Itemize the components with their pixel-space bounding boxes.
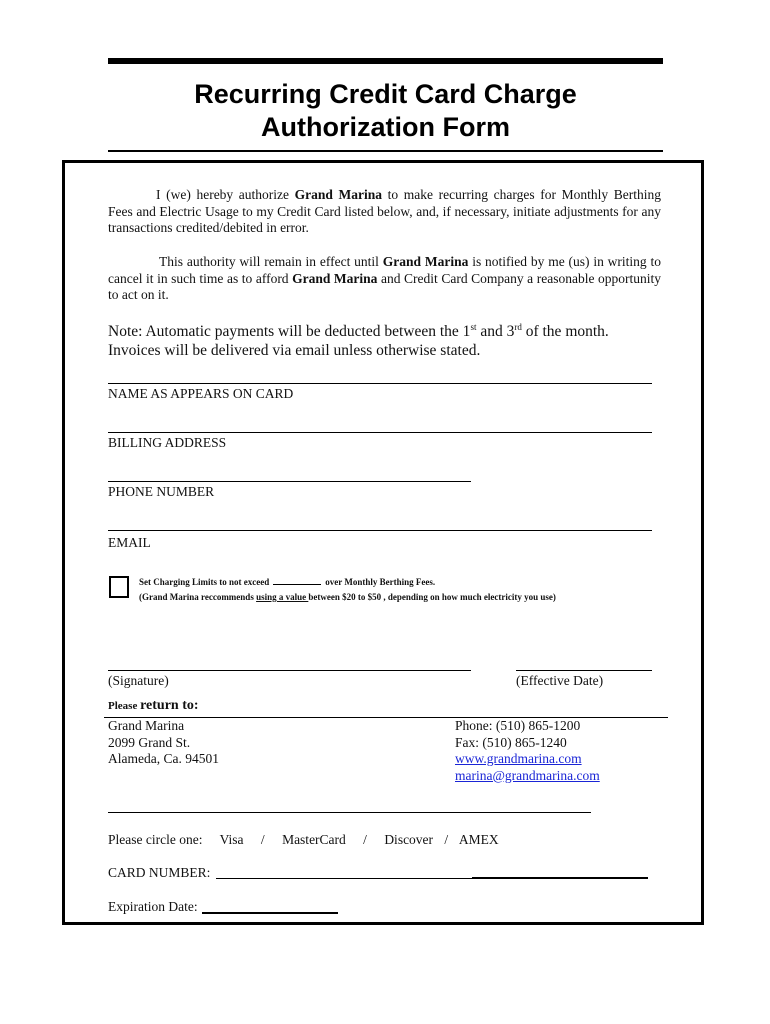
authorization-paragraph: [108, 187, 661, 237]
phone-field-line[interactable]: [108, 481, 471, 482]
title-line-2: Authorization Form: [261, 112, 510, 142]
contact-info: [455, 718, 600, 784]
card-option-discover[interactable]: Discover: [384, 832, 434, 847]
return-to-heading: [108, 696, 199, 714]
contact-fax: Fax: (510) 865-1240: [455, 734, 567, 750]
effective-date-line[interactable]: [516, 670, 652, 671]
payment-note: [108, 318, 668, 360]
charging-limit-recommendation: [139, 590, 556, 604]
note-text-b: and 3: [476, 323, 515, 341]
return-label: return to:: [140, 698, 199, 713]
p1-text-a: I (we) hereby authorize: [156, 187, 295, 202]
note-line-2: Invoices will be delivered via email unless otherwise stated.: [108, 342, 481, 360]
note-text-c: of the month.: [521, 323, 609, 341]
name-label: NAME AS APPEARS ON CARD: [108, 386, 294, 401]
card-option-visa[interactable]: Visa: [219, 832, 244, 847]
company-name: Grand Marina: [292, 270, 378, 286]
card-type-row: [108, 831, 513, 848]
expiration-date-line[interactable]: [202, 912, 338, 914]
contact-phone: Phone: (510) 865-1200: [455, 718, 581, 733]
name-field-line[interactable]: [108, 383, 652, 384]
rec-text-a: (Grand Marina reccommends: [139, 592, 257, 602]
p1-text-b: to make recurring charges for Monthly Berthing Fees and Electric Usage to my Credit Card listed below, and, if necessary, initiate adjustments for any transactions credited/debited in error.: [108, 187, 661, 235]
rec-text-underlined: using a value: [256, 592, 309, 602]
signature-label: (Signature): [108, 673, 169, 688]
mailing-address: [108, 718, 219, 768]
effective-date-label: (Effective Date): [516, 673, 604, 688]
card-separator: /: [444, 832, 449, 847]
card-separator: /: [363, 832, 367, 847]
address-street: 2099 Grand St.: [108, 734, 191, 750]
separator-line: [108, 812, 591, 813]
charging-limit-text: [139, 575, 435, 589]
card-number-line-b[interactable]: [472, 877, 648, 879]
card-separator: /: [260, 832, 265, 847]
top-rule: [108, 58, 663, 64]
limit-text-a: Set Charging Limits to not exceed: [139, 577, 270, 587]
limit-text-b: over Monthly Berthing Fees.: [325, 577, 436, 587]
note-sup-2: rd: [514, 322, 522, 332]
p2-text-c: and Credit Card Company a reasonable opportunity to act on it.: [108, 270, 661, 302]
title-underline: [108, 150, 663, 152]
email-field-line[interactable]: [108, 530, 652, 531]
p2-text-b: is notified by me (us) in writing to cancel it in such time as to afford: [108, 254, 662, 286]
return-please: Please: [108, 700, 141, 712]
p2-text-a: This authority will remain in effect until: [159, 254, 383, 269]
address-name: Grand Marina: [108, 718, 185, 733]
note-sup-1: st: [470, 322, 477, 332]
company-name: Grand Marina: [294, 187, 383, 202]
authority-paragraph: [108, 254, 661, 304]
limit-amount-field[interactable]: [273, 575, 321, 585]
website-link[interactable]: www.grandmarina.com: [455, 751, 582, 766]
billing-field-line[interactable]: [108, 432, 652, 433]
rec-text-b: between $20 to $50 , depending on how much electricity you use): [308, 592, 556, 602]
phone-label: PHONE NUMBER: [108, 484, 215, 499]
title-line-1: Recurring Credit Card Charge: [194, 79, 577, 109]
form-title: [108, 78, 663, 144]
card-option-amex[interactable]: AMEX: [458, 832, 499, 847]
card-type-label: Please circle one:: [108, 832, 203, 847]
card-option-mastercard[interactable]: MasterCard: [282, 832, 346, 847]
billing-label: BILLING ADDRESS: [108, 435, 227, 450]
card-number-label: CARD NUMBER:: [108, 865, 211, 880]
email-label: EMAIL: [108, 535, 151, 550]
signature-line[interactable]: [108, 670, 471, 671]
address-city: Alameda, Ca. 94501: [108, 751, 219, 766]
note-text-a: Note: Automatic payments will be deducted between the 1: [108, 323, 471, 341]
company-name: Grand Marina: [382, 254, 469, 269]
expiration-label: Expiration Date:: [108, 899, 198, 914]
email-link[interactable]: marina@grandmarina.com: [455, 767, 600, 783]
card-number-line-a[interactable]: [216, 878, 472, 879]
charging-limit-checkbox[interactable]: [109, 576, 129, 598]
